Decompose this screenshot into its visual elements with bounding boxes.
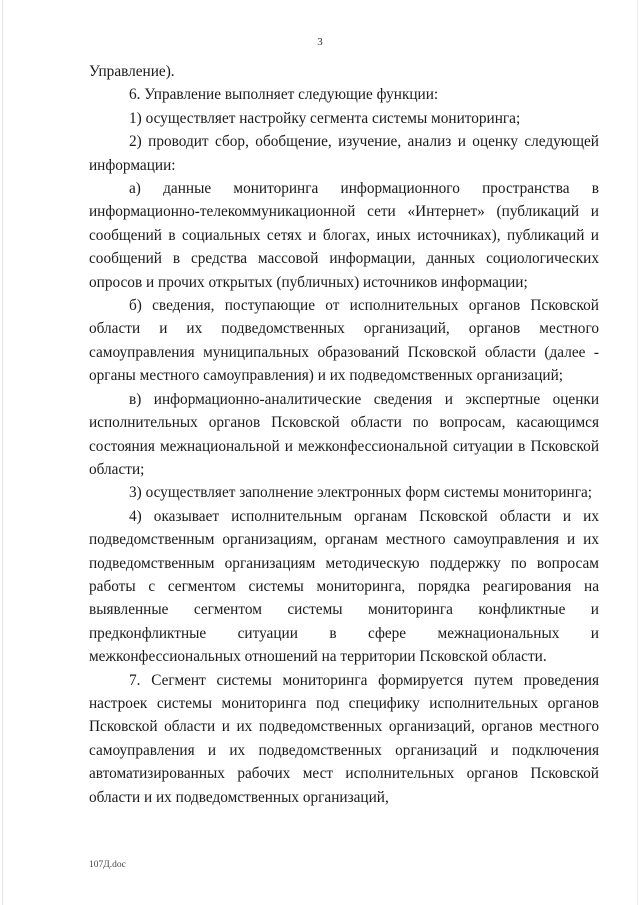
paragraph-subitem-4: 4) оказывает исполнительным органам Псковской области и их подведомственным организациям, органам местного самоуправления и их подведомственным организациям методическую поддержку по вопросам работы с сегментом системы мониторинга, порядка реагирования на выявленные сегментом системы мониторинга конфликтные и предконфликтные ситуации в сфере межнациональных и межконфессиональных отношений на территории Псковской области. [89, 507, 599, 666]
footer-file-name: 107Д.doc [89, 860, 126, 870]
paragraph-item-6: 6. Управление выполняет следующие функции: [129, 86, 439, 104]
paragraph-continuation: Управление). [89, 63, 175, 80]
scan-edge-left [2, 0, 3, 905]
paragraph-subitem-2b: б) сведения, поступающие от исполнительных органов Псковской области и их подведомственных организаций, органов местного самоуправления муниципальных образований Псковской области (далее - органы местного самоуправления) и их подведомственных организаций; [89, 297, 599, 385]
paragraph-subitem-2: 2) проводит сбор, обобщение, изучение, анализ и оценку следующей информации: [89, 133, 599, 174]
paragraph-item-7: 7. Сегмент системы мониторинга формируется путем проведения настроек системы мониторинга под специфику исполнительных органов Псковской области и их подведомственных организаций, органов местного самоуправления и их подведомственных организаций и подключения автоматизированных рабочих мест исполнительных органов Псковской области и их подведомственных организаций, [89, 671, 599, 806]
paragraph-subitem-3: 3) осуществляет заполнение электронных форм системы мониторинга; [129, 484, 593, 502]
paragraph-subitem-1: 1) осуществляет настройку сегмента системы мониторинга; [129, 109, 521, 127]
paragraph-subitem-2v: в) информационно-аналитические сведения и экспертные оценки исполнительных органов Псковской области по вопросам, касающимся состояния межнациональной и межконфессиональной ситуации в Псковской области; [89, 390, 599, 478]
paragraph-subitem-2a: а) данные мониторинга информационного пространства в информационно-телекоммуникационной сети «Интернет» (публикаций и сообщений в социальных сетях и блогах, иных источниках), публикаций и сообщений в средства массовой информации, данных социологических опросов и прочих открытых (публичных) источников информации; [89, 180, 599, 291]
page-number: 3 [317, 36, 323, 48]
scan-edge-right [637, 0, 638, 905]
document-body [89, 60, 599, 809]
